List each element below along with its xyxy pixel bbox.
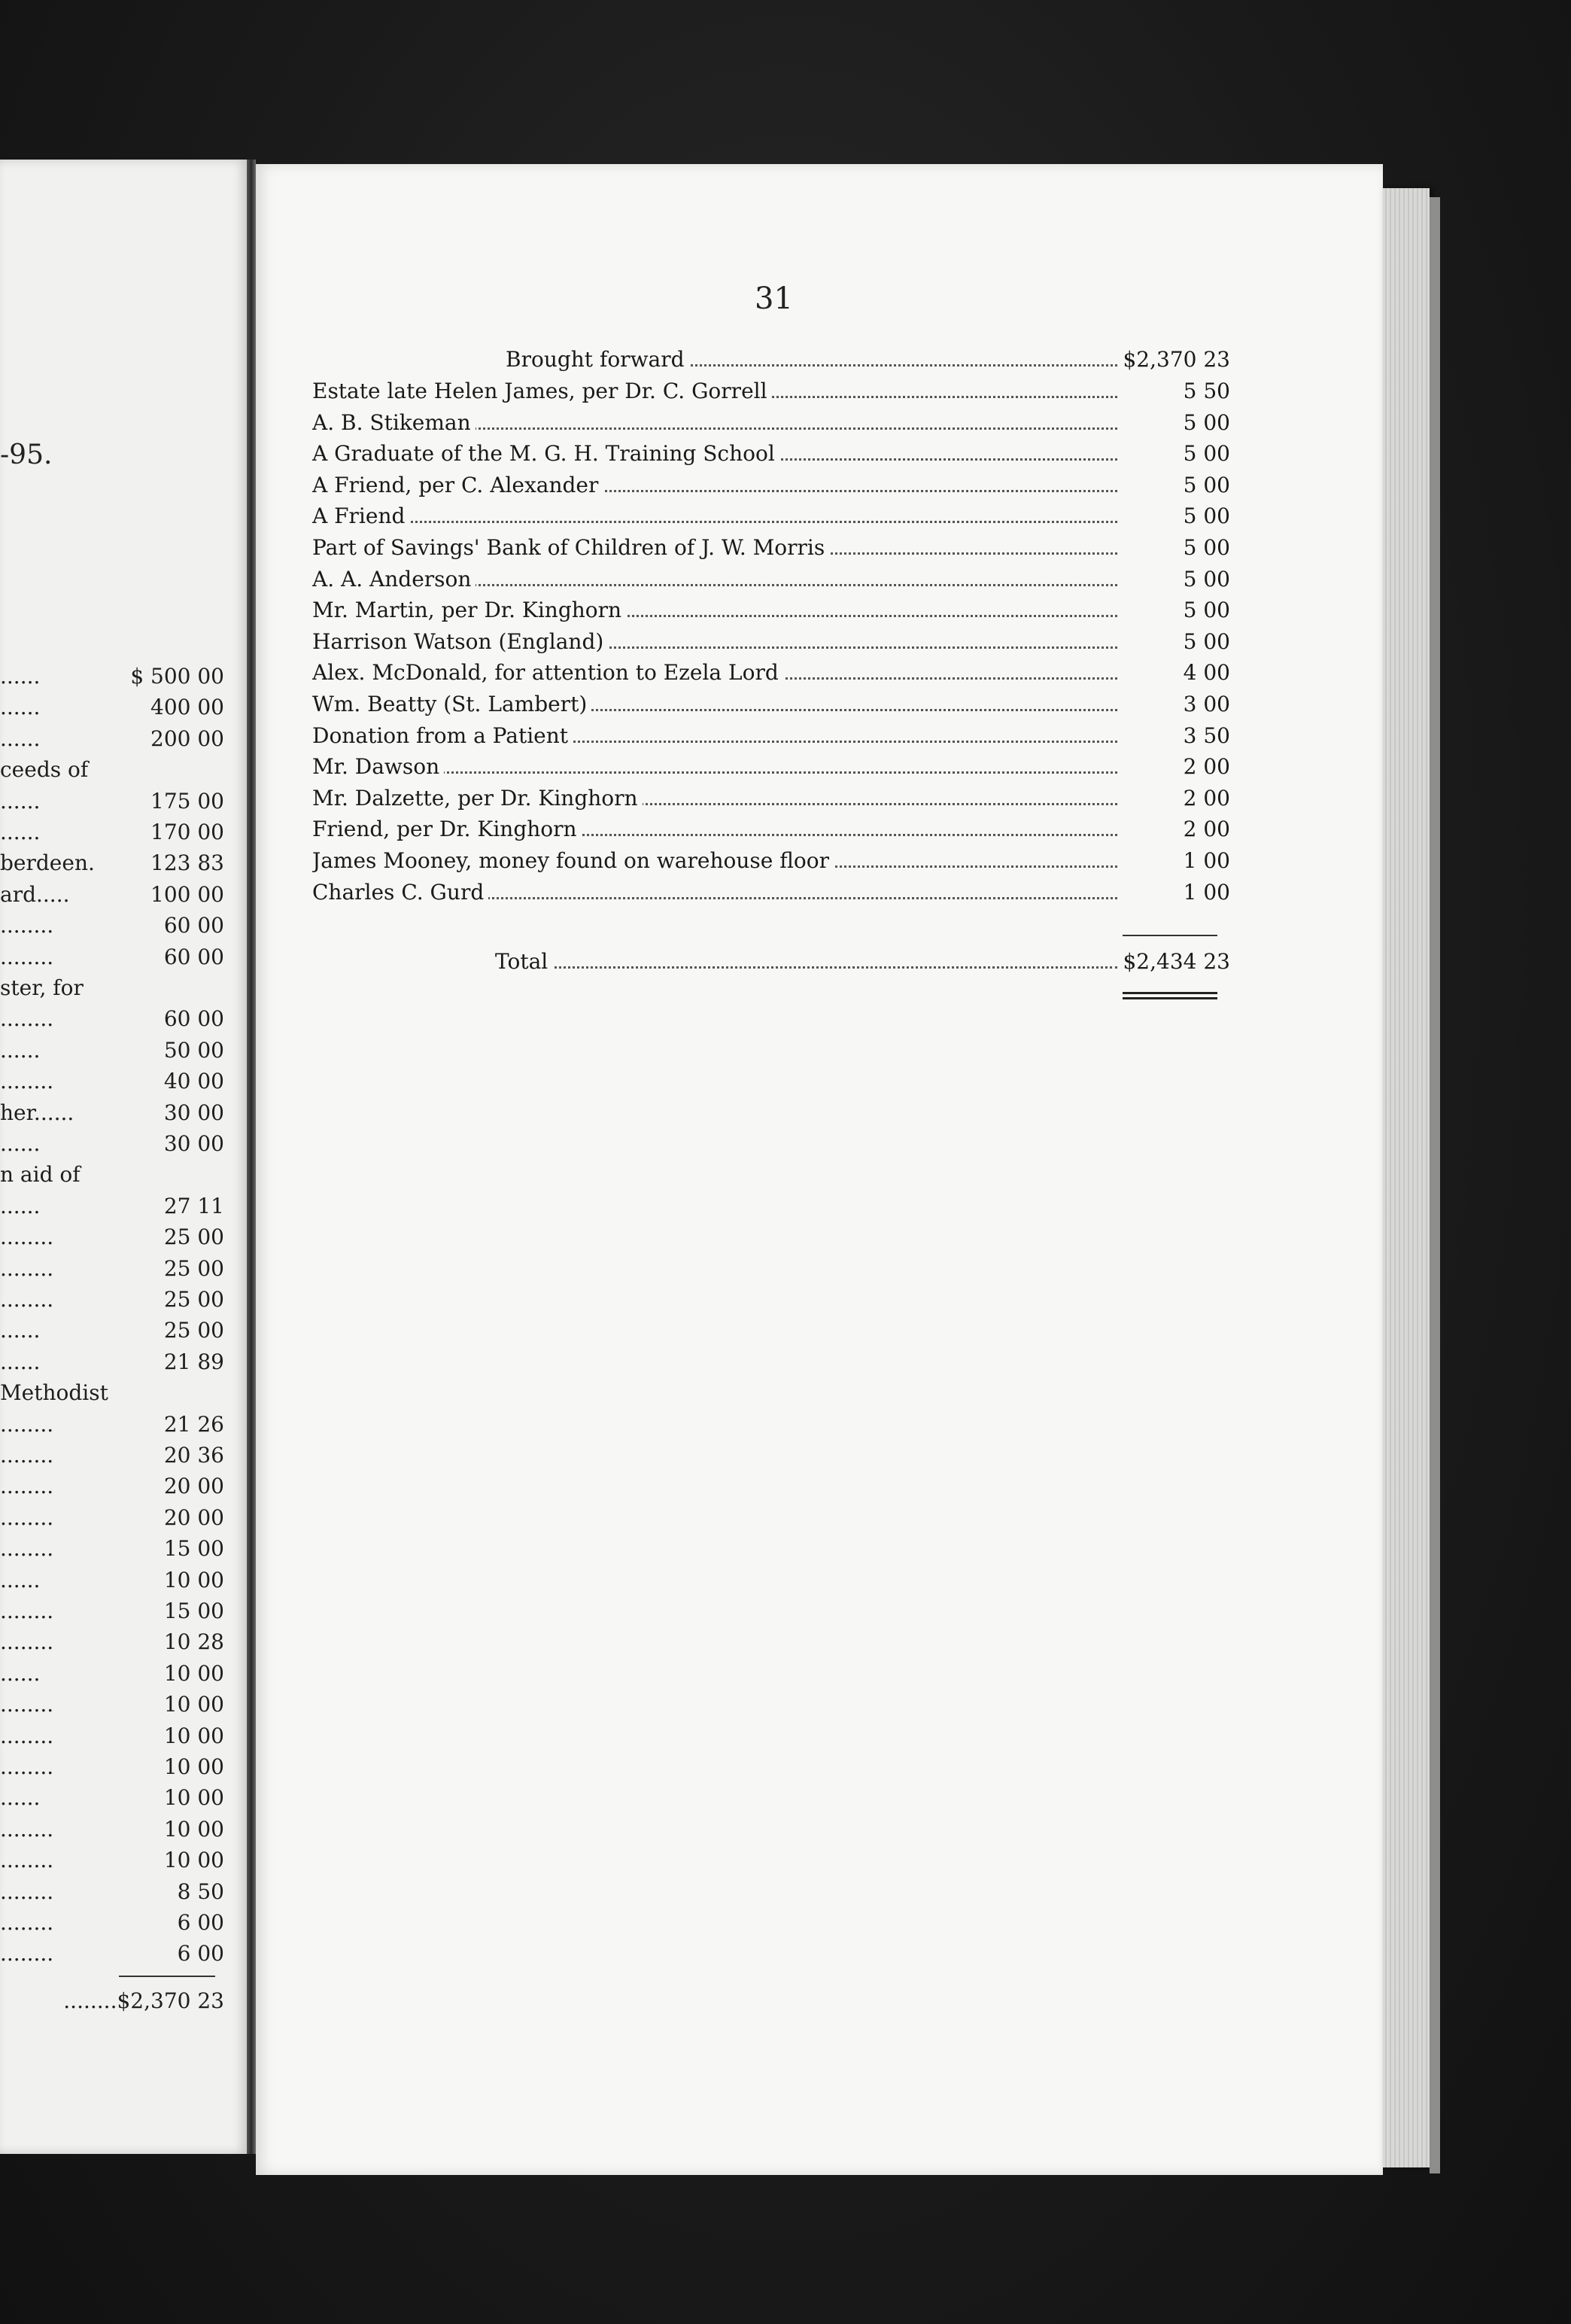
cover-edge xyxy=(1430,197,1440,2173)
left-row-text: ...... xyxy=(0,1567,41,1592)
left-row-amount: 175 00 xyxy=(150,788,224,814)
sum-rule xyxy=(1123,935,1217,936)
donor-name: Mr. Dawson xyxy=(312,754,444,779)
left-row-text: ...... xyxy=(0,1660,41,1686)
left-row-amount: 6 00 xyxy=(177,1941,224,1967)
donation-amount: 5 00 xyxy=(1117,439,1230,469)
left-row-text: ........ xyxy=(0,1474,54,1499)
left-row-amount: 30 00 xyxy=(163,1131,224,1156)
donation-row xyxy=(312,814,1230,844)
left-row-text: ........ xyxy=(0,1504,54,1530)
donation-row xyxy=(312,752,1230,782)
left-row-text: ........ xyxy=(0,1754,54,1779)
left-row-text: ...... xyxy=(0,1318,41,1343)
donation-row xyxy=(312,470,1230,500)
left-row-text: ...... xyxy=(0,1193,41,1218)
donation-amount: 5 00 xyxy=(1117,595,1230,625)
left-row-amount: 8 50 xyxy=(177,1878,224,1904)
left-row-text: ........ xyxy=(0,944,54,969)
donation-row xyxy=(312,878,1230,908)
donor-name: Estate late Helen James, per Dr. C. Gorrell xyxy=(312,379,772,403)
left-heading-fragment: -95. xyxy=(0,440,53,470)
brought-forward-amount: $2,370 23 xyxy=(1117,345,1230,375)
left-row-amount: 10 00 xyxy=(163,1567,224,1592)
left-row-amount: 10 00 xyxy=(163,1754,224,1779)
donation-row xyxy=(312,627,1230,657)
left-row-text: ........ xyxy=(0,1287,54,1312)
left-row-amount: 21 26 xyxy=(163,1411,224,1437)
left-row-amount: 200 00 xyxy=(150,725,224,751)
left-row-amount: 60 00 xyxy=(163,944,224,969)
donation-amount: 2 00 xyxy=(1117,752,1230,782)
left-carried-total-amount: ........$2,370 23 xyxy=(63,1988,224,2013)
donation-row xyxy=(312,439,1230,469)
donor-name: James Mooney, money found on warehouse floor xyxy=(312,848,834,873)
total-amount: $2,434 23 xyxy=(1117,947,1230,977)
left-row-amount: 25 00 xyxy=(163,1287,224,1312)
left-row-amount: 60 00 xyxy=(163,913,224,938)
donor-name: Harrison Watson (England) xyxy=(312,629,608,654)
donation-amount: 5 50 xyxy=(1117,376,1230,406)
left-row-text: ...... xyxy=(0,664,41,689)
left-row-amount: 20 36 xyxy=(163,1443,224,1468)
donation-amount: 4 00 xyxy=(1117,658,1230,688)
left-row-amount: 170 00 xyxy=(150,820,224,844)
left-row-text: ........ xyxy=(0,1848,54,1873)
donation-amount: 5 00 xyxy=(1117,533,1230,563)
donation-amount: 2 00 xyxy=(1117,814,1230,844)
donor-name: Wm. Beatty (St. Lambert) xyxy=(312,692,591,716)
left-row-text: her...... xyxy=(0,1100,74,1125)
left-row-amount: 15 00 xyxy=(163,1599,224,1623)
left-row-text: ...... xyxy=(0,820,41,844)
left-row-text: ard..... xyxy=(0,881,70,907)
left-row-text: ...... xyxy=(0,1037,41,1063)
left-row-text: ........ xyxy=(0,913,54,938)
left-row-amount: 400 00 xyxy=(150,695,224,720)
donor-name: A Friend xyxy=(312,503,409,528)
left-row-text: ........ xyxy=(0,1816,54,1842)
left-row-text: ...... xyxy=(0,695,41,720)
left-row-text: ...... xyxy=(0,1131,41,1156)
left-row-text: ........ xyxy=(0,1443,54,1468)
donation-amount: 1 00 xyxy=(1117,846,1230,876)
left-row-text: ...... xyxy=(0,725,41,751)
left-row-amount: 40 00 xyxy=(163,1069,224,1094)
donation-row xyxy=(312,376,1230,406)
donor-name: A Friend, per C. Alexander xyxy=(312,473,603,497)
left-row-amount: 10 28 xyxy=(163,1629,224,1655)
left-row-text: ........ xyxy=(0,1069,54,1094)
left-row-amount: 6 00 xyxy=(177,1910,224,1935)
donor-name: Part of Savings' Bank of Children of J. W. Morris xyxy=(312,535,829,560)
left-row-text: ........ xyxy=(0,1692,54,1717)
left-row-amount: 25 00 xyxy=(163,1318,224,1343)
donation-row xyxy=(312,533,1230,563)
donor-name: A Graduate of the M. G. H. Training School xyxy=(312,441,779,466)
left-row-text: ...... xyxy=(0,1785,41,1811)
left-row-amount: 25 00 xyxy=(163,1255,224,1281)
left-row-amount: 100 00 xyxy=(150,881,224,907)
left-sum-rule xyxy=(119,1976,215,1977)
left-row-amount: 20 00 xyxy=(163,1504,224,1530)
left-row-text: ........ xyxy=(0,1941,54,1967)
left-row-text: ........ xyxy=(0,1910,54,1935)
donation-row xyxy=(312,564,1230,595)
donation-amount: 3 50 xyxy=(1117,721,1230,751)
brought-forward-row xyxy=(506,345,1230,375)
dot-leader xyxy=(495,966,1117,969)
left-row-amount: 10 00 xyxy=(163,1692,224,1717)
left-row-amount: $ 500 00 xyxy=(130,664,224,689)
page-edges xyxy=(1383,188,1430,2167)
left-row-text: ........ xyxy=(0,1536,54,1562)
left-row-amount: 10 00 xyxy=(163,1723,224,1748)
donor-name: Donation from a Patient xyxy=(312,723,573,748)
brought-forward-label: Brought forward xyxy=(506,347,689,372)
left-row-amount: 10 00 xyxy=(163,1660,224,1686)
donor-name: Charles C. Gurd xyxy=(312,880,488,905)
left-row-text: ........ xyxy=(0,1006,54,1032)
donation-row xyxy=(312,501,1230,531)
left-row-text: berdeen. xyxy=(0,850,95,876)
left-row-amount: 21 89 xyxy=(163,1349,224,1374)
donation-amount: 5 00 xyxy=(1117,564,1230,595)
left-row-text: ........ xyxy=(0,1411,54,1437)
donor-name: Mr. Martin, per Dr. Kinghorn xyxy=(312,598,626,622)
left-row-text: ...... xyxy=(0,788,41,814)
donation-amount: 5 00 xyxy=(1117,408,1230,438)
left-row-amount: 10 00 xyxy=(163,1816,224,1842)
left-row-text: ceeds of xyxy=(0,757,89,783)
donation-row xyxy=(312,721,1230,751)
left-row-text: ster, for xyxy=(0,975,84,1000)
donation-row xyxy=(312,408,1230,438)
donation-row xyxy=(312,689,1230,719)
donor-name: Mr. Dalzette, per Dr. Kinghorn xyxy=(312,786,643,811)
left-page xyxy=(0,160,247,2154)
left-row-text: ........ xyxy=(0,1878,54,1904)
donation-amount: 5 00 xyxy=(1117,470,1230,500)
book-gutter xyxy=(247,160,256,2154)
donor-name: A. B. Stikeman xyxy=(312,410,476,435)
left-row-amount: 10 00 xyxy=(163,1785,224,1811)
dot-leader xyxy=(312,521,1117,523)
left-row-text: ........ xyxy=(0,1629,54,1655)
left-row-text: ........ xyxy=(0,1224,54,1250)
left-row-text: ........ xyxy=(0,1255,54,1281)
donation-row xyxy=(312,783,1230,814)
total-label: Total xyxy=(495,949,552,974)
donation-amount: 5 00 xyxy=(1117,627,1230,657)
left-row-text: ........ xyxy=(0,1599,54,1623)
donation-amount: 5 00 xyxy=(1117,501,1230,531)
donor-name: Alex. McDonald, for attention to Ezela Lord xyxy=(312,660,783,685)
donor-name: A. A. Anderson xyxy=(312,567,476,592)
left-row-amount: 60 00 xyxy=(163,1006,224,1032)
left-row-amount: 20 00 xyxy=(163,1474,224,1499)
left-row-text: Methodist xyxy=(0,1380,108,1406)
left-row-amount: 27 11 xyxy=(163,1193,224,1218)
left-row-amount: 30 00 xyxy=(163,1100,224,1125)
left-row-amount: 123 83 xyxy=(150,850,224,876)
left-row-amount: 25 00 xyxy=(163,1224,224,1250)
left-row-text: ...... xyxy=(0,1349,41,1374)
left-row-text: n aid of xyxy=(0,1162,81,1188)
donation-row xyxy=(312,846,1230,876)
donor-name: Friend, per Dr. Kinghorn xyxy=(312,817,582,841)
left-row-amount: 15 00 xyxy=(163,1536,224,1562)
left-row-amount: 10 00 xyxy=(163,1848,224,1873)
total-row xyxy=(495,947,1230,977)
donation-row xyxy=(312,658,1230,688)
double-rule-top xyxy=(1123,992,1217,994)
donation-amount: 2 00 xyxy=(1117,783,1230,814)
left-row-text: ........ xyxy=(0,1723,54,1748)
left-row-amount: 50 00 xyxy=(163,1037,224,1063)
double-rule-bottom xyxy=(1123,997,1217,999)
donation-row xyxy=(312,595,1230,625)
page-number: 31 xyxy=(755,281,793,316)
donation-amount: 3 00 xyxy=(1117,689,1230,719)
donation-amount: 1 00 xyxy=(1117,878,1230,908)
